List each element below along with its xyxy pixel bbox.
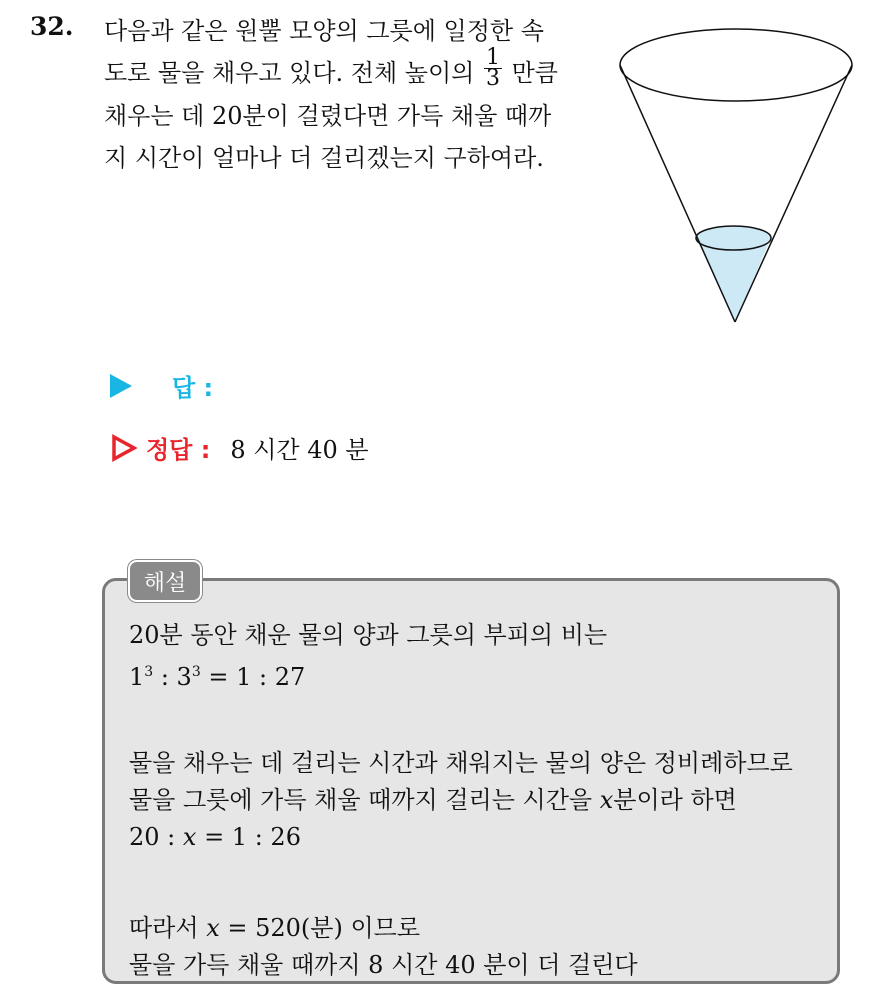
correct-answer-label: 정답 : <box>146 436 211 464</box>
cone-illustration <box>612 20 862 330</box>
explanation-tab: 해설 <box>128 560 202 602</box>
variable-x: x <box>182 823 197 851</box>
play-arrow-icon <box>110 374 132 398</box>
question-line-2-end: 만큼 <box>503 59 558 87</box>
explanation-box <box>102 578 840 984</box>
variable-x: x <box>599 786 614 814</box>
explanation-line-3: 물을 채우는 데 걸리는 시간과 채워지는 물의 양은 정비례하므로 <box>129 749 793 777</box>
ratio-base-2: : 3 <box>153 663 192 691</box>
explanation-line-6 <box>129 910 793 947</box>
explanation-lines <box>129 617 793 984</box>
explanation-line-6-end: = 520(분) 이므로 <box>219 914 421 942</box>
ratio-exp-1: 3 <box>144 664 154 680</box>
proportion-right: = 1 : 26 <box>196 823 301 851</box>
explanation-line-4 <box>129 782 793 819</box>
ratio-base-1: 1 <box>129 663 145 691</box>
question-line-3: 채우는 데 20분이 걸렸다면 가득 채울 때까 <box>104 102 552 130</box>
spacer <box>129 701 793 745</box>
correct-answer-value: 8 시간 40 분 <box>230 436 369 464</box>
spacer <box>129 866 793 910</box>
explanation-line-4-text: 물을 그릇에 가득 채울 때까지 걸리는 시간을 <box>129 786 600 814</box>
explanation-line-6-text: 따라서 <box>129 914 207 942</box>
explanation-line-1: 20분 동안 채운 물의 양과 그릇의 부피의 비는 <box>129 621 608 649</box>
fraction <box>484 45 502 91</box>
fraction-denominator: 3 <box>485 66 500 91</box>
correct-answer-row <box>110 430 369 465</box>
question-line-4: 지 시간이 얼마나 더 걸리겠는지 구하여라. <box>104 144 544 172</box>
question-number: 32. <box>30 12 74 41</box>
proportion-left: 20 : <box>129 823 183 851</box>
ratio-exp-2: 3 <box>191 664 201 680</box>
explanation-line-4-end: 분이라 하면 <box>613 786 737 814</box>
explanation-line-7: 물을 가득 채울 때까지 8 시간 40 분이 더 걸린다 <box>129 951 638 979</box>
answer-row <box>110 368 213 403</box>
question-line-2 <box>104 45 604 95</box>
question-line-1: 다음과 같은 원뿔 모양의 그릇에 일정한 속 <box>104 17 544 45</box>
question-text <box>104 10 604 179</box>
answer-label: 답 : <box>172 374 214 402</box>
question-line-2-text: 도로 물을 채우고 있다. 전체 높이의 <box>104 59 482 87</box>
variable-x: x <box>206 914 220 942</box>
explanation-line-2 <box>129 654 793 701</box>
explanation-line-5 <box>129 819 793 866</box>
fraction-numerator: 1 <box>485 45 500 70</box>
outline-arrow-icon <box>110 434 138 462</box>
ratio-result: = 1 : 27 <box>200 663 306 691</box>
